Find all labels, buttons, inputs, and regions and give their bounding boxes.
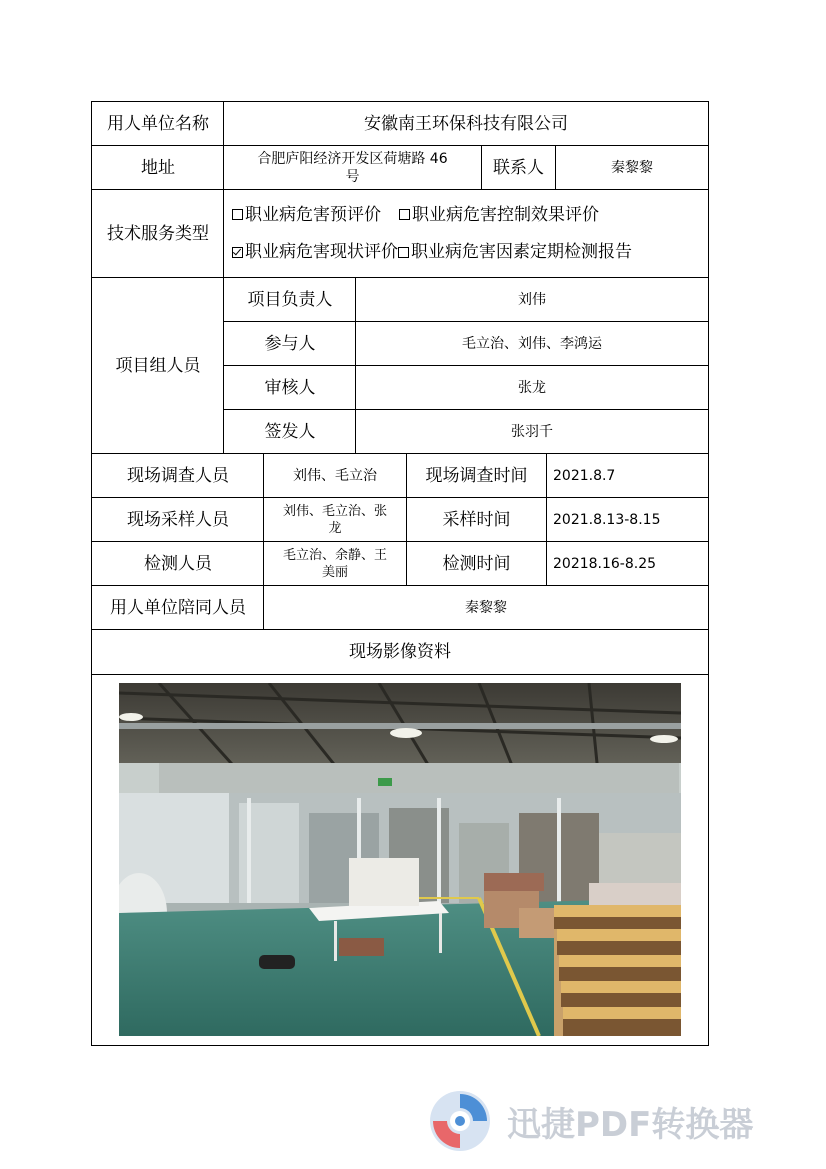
watermark-text: 迅捷PDF转换器 xyxy=(507,1104,754,1145)
survey-time-label: 现场调查时间 xyxy=(406,454,546,497)
team-row-issuer xyxy=(224,410,708,454)
converter-watermark xyxy=(427,1088,807,1154)
checkbox-pre-evaluation[interactable] xyxy=(232,209,243,220)
project-team-row xyxy=(92,278,708,454)
option-control-effect-label: 职业病危害控制效果评价 xyxy=(412,204,599,225)
escort-row xyxy=(92,586,708,630)
testing-time-label: 检测时间 xyxy=(406,542,546,585)
team-role-issuer: 签发人 xyxy=(264,422,316,442)
converter-logo-icon xyxy=(427,1088,493,1154)
testing-time-value: 20218.16-8.25 xyxy=(546,542,708,585)
checkbox-control-effect[interactable] xyxy=(399,209,410,220)
sampling-staff-line-1: 刘伟、毛立治、张 xyxy=(282,503,387,519)
checkbox-periodic-testing[interactable] xyxy=(398,247,409,258)
address-label: 地址 xyxy=(141,157,175,178)
contact-label: 联系人 xyxy=(481,146,555,189)
photos-label: 现场影像资料 xyxy=(349,642,451,662)
project-team-label: 项目组人员 xyxy=(115,355,201,376)
testing-staff-value xyxy=(263,542,406,585)
sampling-time-value: 2021.8.13-8.15 xyxy=(546,498,708,541)
survey-row xyxy=(92,454,708,498)
project-team-grid xyxy=(223,278,708,453)
team-row-leader xyxy=(224,278,708,322)
option-status-evaluation-label: 职业病危害现状评价 xyxy=(245,242,398,263)
contact-value: 秦黎黎 xyxy=(555,146,708,189)
address-line-2: 号 xyxy=(345,168,360,185)
testing-staff-line-2: 美丽 xyxy=(321,564,348,580)
service-type-row xyxy=(92,190,708,278)
team-role-reviewer: 审核人 xyxy=(264,377,316,398)
employer-row xyxy=(92,102,708,146)
site-photo xyxy=(119,683,681,1036)
survey-staff-label: 现场调查人员 xyxy=(127,465,229,486)
team-name-participants: 毛立治、刘伟、李鸿运 xyxy=(355,322,708,365)
team-role-participants: 参与人 xyxy=(264,333,316,354)
testing-staff-line-1: 毛立治、余静、王 xyxy=(282,547,387,563)
testing-staff-label: 检测人员 xyxy=(144,553,212,574)
team-row-reviewer xyxy=(224,366,708,410)
option-status-evaluation[interactable] xyxy=(232,242,398,262)
option-pre-evaluation-label: 职业病危害预评价 xyxy=(245,204,381,225)
team-name-issuer: 张羽千 xyxy=(355,410,708,454)
option-pre-evaluation[interactable] xyxy=(232,205,381,225)
team-row-participants xyxy=(224,322,708,366)
service-options-line-1 xyxy=(232,205,599,225)
survey-staff-value: 刘伟、毛立治 xyxy=(263,454,406,497)
survey-time-value: 2021.8.7 xyxy=(546,454,708,497)
sampling-staff-line-2: 龙 xyxy=(328,520,342,536)
service-options-line-2 xyxy=(232,242,632,262)
service-type-options xyxy=(223,190,708,277)
address-line-1: 合肥庐阳经济开发区荷塘路 46 xyxy=(257,150,448,167)
service-type-label: 技术服务类型 xyxy=(107,223,209,244)
sampling-staff-value xyxy=(263,498,406,541)
employer-value: 安徽南王环保科技有限公司 xyxy=(223,102,708,145)
checkbox-status-evaluation[interactable] xyxy=(232,247,243,258)
escort-label: 用人单位陪同人员 xyxy=(110,597,246,618)
sampling-time-label: 采样时间 xyxy=(406,498,546,541)
option-periodic-testing[interactable] xyxy=(398,242,632,262)
option-periodic-testing-label: 职业病危害因素定期检测报告 xyxy=(411,242,632,263)
photos-header-row xyxy=(92,630,708,675)
sampling-row xyxy=(92,498,708,542)
testing-row xyxy=(92,542,708,586)
team-role-leader: 项目负责人 xyxy=(247,289,333,310)
address-row xyxy=(92,146,708,190)
option-control-effect[interactable] xyxy=(399,205,599,225)
employer-label: 用人单位名称 xyxy=(107,113,209,134)
escort-value: 秦黎黎 xyxy=(263,586,708,629)
factory-floor-image xyxy=(119,683,681,1036)
assessment-info-table xyxy=(91,101,709,1046)
team-name-leader: 刘伟 xyxy=(355,278,708,321)
team-name-reviewer: 张龙 xyxy=(355,366,708,409)
sampling-staff-label: 现场采样人员 xyxy=(127,509,229,530)
address-value xyxy=(223,146,481,189)
